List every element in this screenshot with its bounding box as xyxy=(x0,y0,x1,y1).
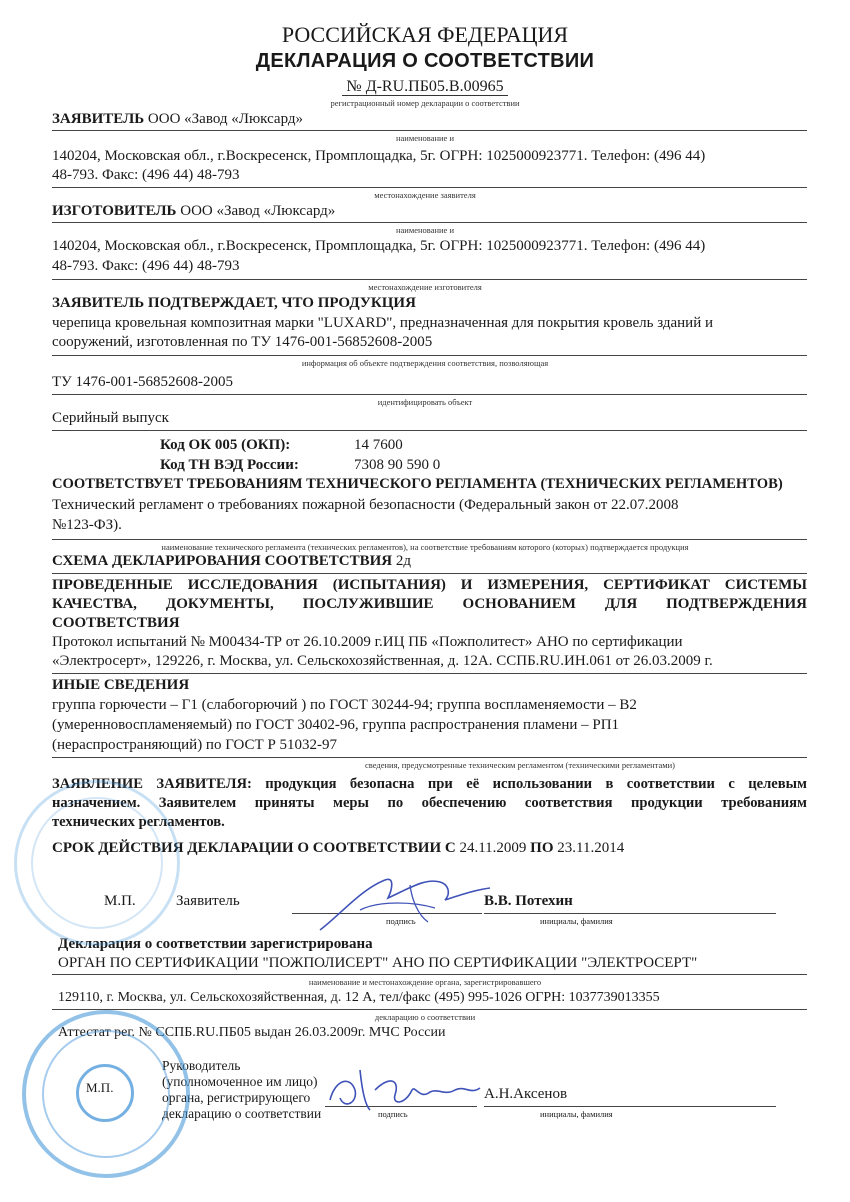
regulation-caption: наименование технического регламента (технических регламентов), на соответствие требованиям которого (которых) подтверждается продукция xyxy=(161,542,689,552)
other-heading: ИНЫЕ СВЕДЕНИЯ xyxy=(52,677,190,693)
tnved-label: Код ТН ВЭД России: xyxy=(160,457,299,473)
registration-address: 129110, г. Москва, ул. Сельскохозяйственная, д. 12 А, тел/факс (495) 995-1026 ОГРН: 1037739013355 xyxy=(58,990,660,1005)
okp-label: Код ОК 005 (ОКП): xyxy=(160,437,291,453)
applicant-role: Заявитель xyxy=(176,893,240,909)
product-caption1: информация об объекте подтверждения соответствия, позволяющая xyxy=(301,358,549,368)
registration-caption2: декларацию о соответствии xyxy=(374,1012,476,1022)
org-role-line4: декларацию о соответствии xyxy=(162,1106,322,1121)
declaration-number: № Д-RU.ПБ05.В.00965 xyxy=(0,78,850,96)
applicant-address-line1: 140204, Московская обл., г.Воскресенск, Промплощадка, 5г. ОГРН: 1025000923771. Телефон: (496 44) xyxy=(52,148,706,164)
other-caption: сведения, предусмотренные техническим регламентом (техническими регламентами) xyxy=(364,760,675,770)
scheme-row xyxy=(52,553,411,570)
statement-line1: ЗАЯВЛЕНИЕ ЗАЯВИТЕЛЯ: продукция безопасна при её использовании в соответствии с целевым xyxy=(52,776,807,792)
registration-caption1: наименование и местонахождение органа, зарегистрировавшего xyxy=(308,977,542,987)
product-serial: Серийный выпуск xyxy=(52,410,169,426)
applicant-row xyxy=(52,111,303,128)
stamp-mp-label: М.П. xyxy=(86,1080,114,1095)
document-title: ДЕКЛАРАЦИЯ О СООТВЕТСТВИИ xyxy=(255,50,595,72)
statement-line3: технических регламентов. xyxy=(52,814,225,830)
org-signature-icon xyxy=(320,1060,490,1120)
product-heading: ЗАЯВИТЕЛЬ ПОДТВЕРЖДАЕТ, ЧТО ПРОДУКЦИЯ xyxy=(52,295,416,311)
sign-caption2: подпись xyxy=(378,1109,408,1119)
scheme-label: СХЕМА ДЕКЛАРИРОВАНИЯ СООТВЕТСТВИЯ xyxy=(52,553,393,569)
attestat: Аттестат рег. № ССПБ.RU.ПБ05 выдан 26.03.2009г. МЧС России xyxy=(58,1025,446,1040)
product-caption2: идентифицировать объект xyxy=(377,397,473,407)
manufacturer-name: ООО «Завод «Люксард» xyxy=(180,203,336,219)
manufacturer-address-line2: 48-793. Факс: (496 44) 48-793 xyxy=(52,258,240,274)
registration-heading: Декларация о соответствии зарегистрирована xyxy=(58,936,373,952)
org-role-line2: (уполномоченное им лицо) xyxy=(162,1074,318,1089)
country-title: РОССИЙСКАЯ ФЕДЕРАЦИЯ xyxy=(281,22,569,47)
registration-body: ОРГАН ПО СЕРТИФИКАЦИИ "ПОЖПОЛИСЕРТ" АНО ПО СЕРТИФИКАЦИИ "ЭЛЕКТРОСЕРТ" xyxy=(58,955,698,971)
research-heading-line1: ПРОВЕДЕННЫЕ ИССЛЕДОВАНИЯ (ИСПЫТАНИЯ) И ИЗМЕРЕНИЯ, СЕРТИФИКАТ СИСТЕМЫ xyxy=(52,577,807,593)
org-role-line1: Руководитель xyxy=(162,1058,241,1073)
mp-label: М.П. xyxy=(104,893,136,909)
product-tu: ТУ 1476-001-56852608-2005 xyxy=(52,374,234,390)
validity-to: 23.11.2014 xyxy=(557,840,625,856)
okp-value: 14 7600 xyxy=(354,437,403,453)
regulation-line1: Технический регламент о требованиях пожарной безопасности (Федеральный закон от 22.07.2008 xyxy=(52,497,679,513)
manufacturer-label: ИЗГОТОВИТЕЛЬ xyxy=(52,203,177,219)
applicant-name-caption: наименование и xyxy=(395,133,455,143)
validity-to-label: ПО xyxy=(530,840,554,856)
regulation-heading: СООТВЕТСТВУЕТ ТРЕБОВАНИЯМ ТЕХНИЧЕСКОГО РЕГЛАМЕНТА (ТЕХНИЧЕСКИХ РЕГЛАМЕНТОВ) xyxy=(52,476,783,492)
name-caption1: инициалы, фамилия xyxy=(540,916,613,926)
other-line3: (нераспространяющий) по ГОСТ Р 51032-97 xyxy=(52,737,338,753)
applicant-label: ЗАЯВИТЕЛЬ xyxy=(52,111,145,127)
validity-label: СРОК ДЕЙСТВИЯ ДЕКЛАРАЦИИ О СООТВЕТСТВИИ С xyxy=(52,840,456,856)
research-line2: «Электросерт», 129226, г. Москва, ул. Сельскохозяйственная, д. 12А. ССПБ.RU.ИН.061 от 26.03.2009 г. xyxy=(52,653,713,669)
org-role-line3: органа, регистрирующего xyxy=(162,1090,311,1105)
applicant-name: ООО «Завод «Люксард» xyxy=(147,111,303,127)
regulation-line2: №123-ФЗ). xyxy=(52,517,122,533)
product-line2: сооружений, изготовленная по ТУ 1476-001-56852608-2005 xyxy=(52,334,433,350)
scheme-value: 2д xyxy=(395,553,412,569)
research-line1: Протокол испытаний № М00434-ТР от 26.10.2009 г.ИЦ ПБ «Пожполитест» АНО по сертификации xyxy=(52,634,683,650)
manufacturer-address-caption: местонахождение изготовителя xyxy=(368,282,482,292)
statement-line2: назначением. Заявителем приняты меры по обеспечению соответствия продукции требованиям xyxy=(52,795,807,811)
other-line1: группа горючести – Г1 (слабогорючий ) по ГОСТ 30244-94; группа воспламеняемости – В2 xyxy=(52,697,637,713)
org-signer-name: А.Н.Аксенов xyxy=(484,1086,568,1102)
other-line2: (умеренновоспламеняемый) по ГОСТ 30402-96, группа распространения пламени – РП1 xyxy=(52,717,620,733)
manufacturer-address-line1: 140204, Московская обл., г.Воскресенск, Промплощадка, 5г. ОГРН: 1025000923771. Телефон: (496 44) xyxy=(52,238,706,254)
validity-from: 24.11.2009 xyxy=(459,840,527,856)
product-line1: черепица кровельная композитная марки "LUXARD", предназначенная для покрытия кровель зданий и xyxy=(52,315,713,331)
manufacturer-name-caption: наименование и xyxy=(395,225,455,235)
number-caption: регистрационный номер декларации о соответствии xyxy=(330,98,520,108)
name-caption2: инициалы, фамилия xyxy=(540,1109,613,1119)
research-heading-line3: СООТВЕТСТВИЯ xyxy=(52,615,180,631)
applicant-signature-icon xyxy=(300,860,500,940)
validity-row xyxy=(52,840,624,857)
applicant-address-line2: 48-793. Факс: (496 44) 48-793 xyxy=(52,167,240,183)
research-heading-line2: КАЧЕСТВА, ДОКУМЕНТЫ, ПОСЛУЖИВШИЕ ОСНОВАНИЕМ ДЛЯ ПОДТВЕРЖДЕНИЯ xyxy=(52,596,807,612)
tnved-value: 7308 90 590 0 xyxy=(354,457,441,473)
sign-caption1: подпись xyxy=(386,916,416,926)
applicant-address-caption: местонахождение заявителя xyxy=(374,190,476,200)
manufacturer-row xyxy=(52,203,335,220)
applicant-signer-name: В.В. Потехин xyxy=(484,893,573,909)
